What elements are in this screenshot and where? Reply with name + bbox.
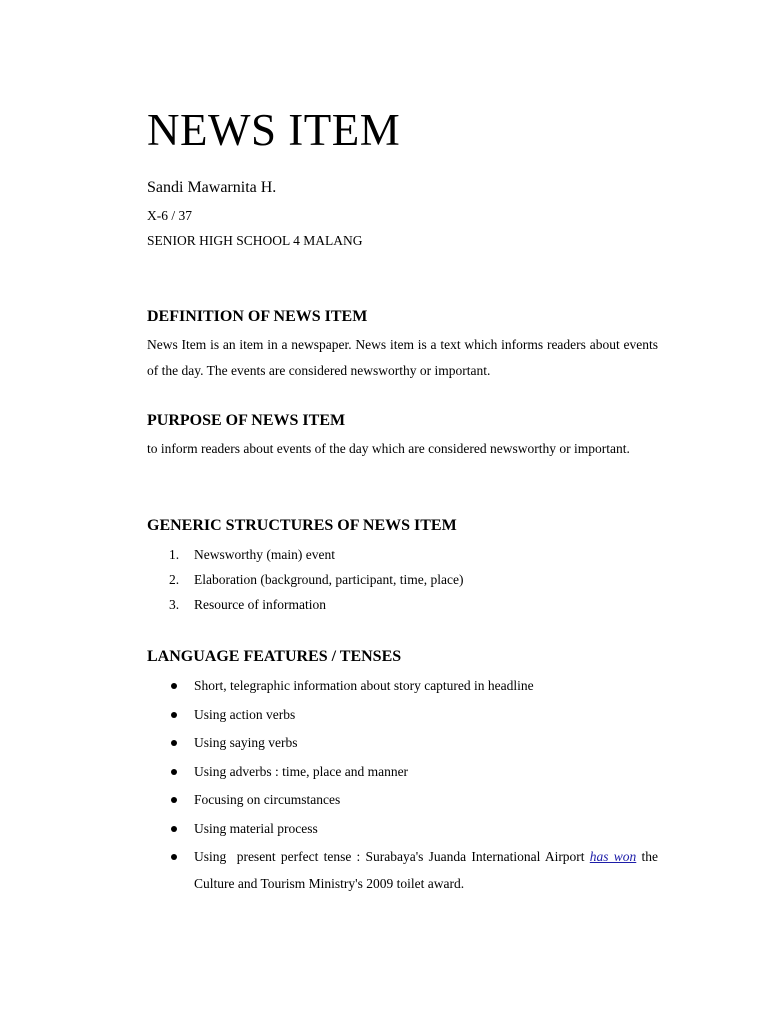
bullet-icon	[171, 683, 177, 689]
bullet-icon	[171, 826, 177, 832]
list-item-text: Resource of information	[194, 597, 326, 612]
bullet-icon	[171, 797, 177, 803]
school-name: SENIOR HIGH SCHOOL 4 MALANG	[147, 233, 363, 248]
list-number: 1.	[169, 547, 180, 562]
definition-heading: DEFINITION OF NEWS ITEM	[147, 308, 368, 325]
list-item	[147, 701, 658, 730]
example-verb-emphasis: has won	[589, 849, 637, 864]
list-item	[147, 729, 658, 758]
structures-list	[147, 542, 658, 617]
bullet-icon	[171, 854, 177, 860]
list-number: 3.	[169, 597, 180, 612]
features-list	[147, 672, 658, 897]
bullet-icon	[171, 769, 177, 775]
list-item-text: Using adverbs : time, place and manner	[194, 763, 409, 779]
list-item	[147, 672, 658, 701]
list-item	[147, 786, 658, 815]
purpose-text: to inform readers about events of the day which are considered newsworthy or important.	[147, 441, 630, 456]
list-item-text: Short, telegraphic information about story captured in headline	[194, 678, 534, 693]
list-item-text	[194, 849, 658, 891]
list-item	[147, 843, 658, 897]
list-item	[147, 592, 658, 617]
author-name: Sandi Mawarnita H.	[147, 179, 277, 196]
document-title: NEWS ITEM	[147, 105, 401, 155]
list-item-text: Focusing on circumstances	[194, 792, 341, 807]
list-item	[147, 815, 658, 844]
list-item-text: Using material process	[194, 820, 318, 836]
features-heading: LANGUAGE FEATURES / TENSES	[147, 648, 402, 665]
list-item	[147, 542, 658, 567]
purpose-heading: PURPOSE OF NEWS ITEM	[147, 412, 346, 429]
list-item	[147, 567, 658, 592]
class-info: X-6 / 37	[147, 208, 192, 223]
bullet-icon	[171, 740, 177, 746]
list-item-text: Using saying verbs	[194, 735, 298, 750]
list-item	[147, 758, 658, 787]
list-item-text: Using action verbs	[194, 706, 296, 722]
bullet-icon	[171, 712, 177, 718]
list-number: 2.	[169, 572, 180, 587]
definition-text: News Item is an item in a newspaper. News item is a text which informs readers about events of the day. The events are considered newsworthy or important.	[147, 337, 658, 378]
structures-heading: GENERIC STRUCTURES OF NEWS ITEM	[147, 517, 457, 534]
list-item-text: Elaboration (background, participant, time, place)	[194, 572, 464, 587]
example-outro: the Culture and Tourism Ministry's 2009 toilet award.	[194, 849, 658, 891]
list-item-text: Newsworthy (main) event	[194, 547, 335, 562]
example-intro: Using present perfect tense : Surabaya's Juanda International Airport	[194, 849, 590, 864]
